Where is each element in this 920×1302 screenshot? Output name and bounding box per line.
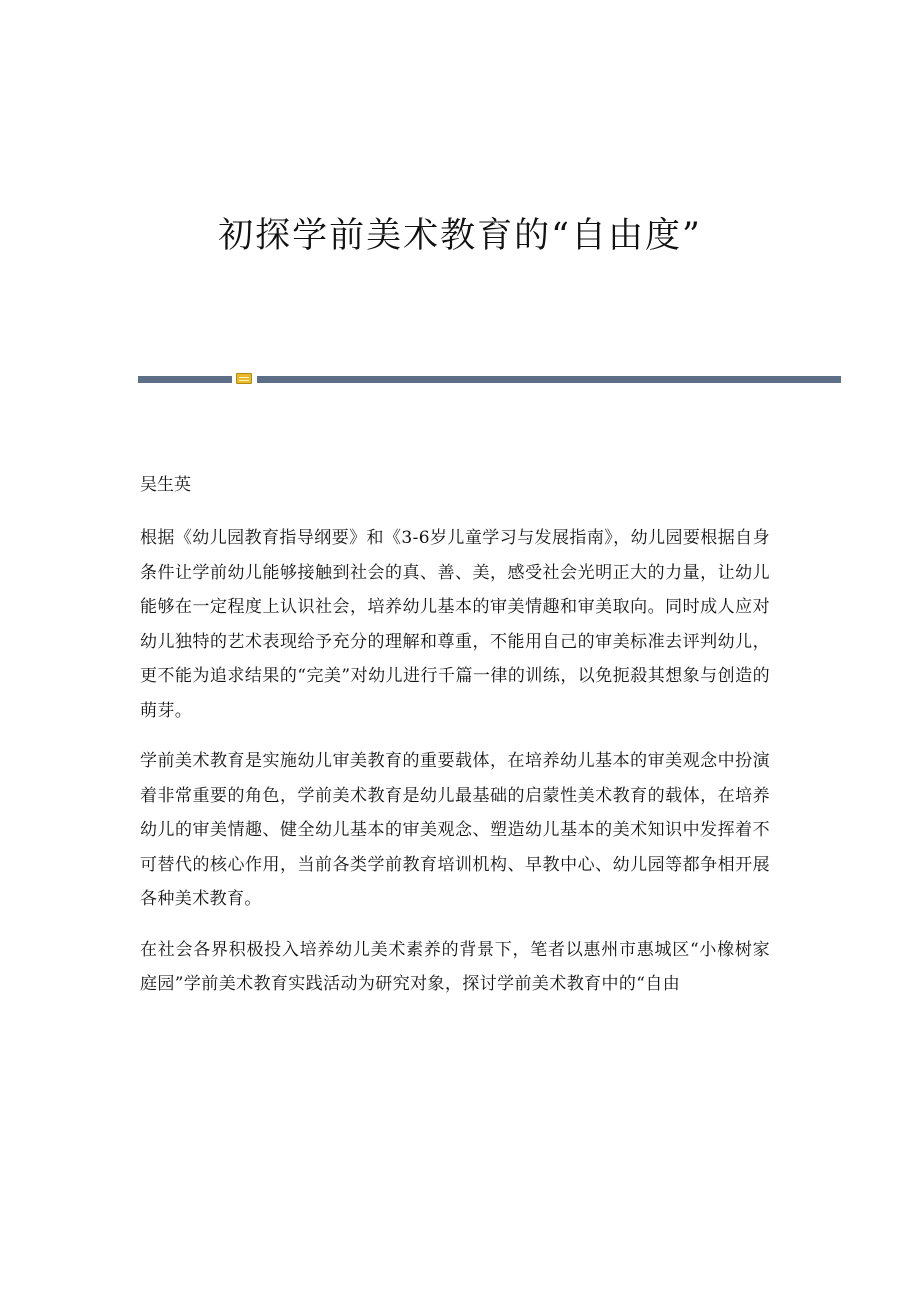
title-divider bbox=[138, 372, 841, 386]
divider-bar-left bbox=[138, 376, 232, 383]
divider-ornament-icon bbox=[236, 373, 252, 384]
paragraph-3: 在社会各界积极投入培养幼儿美术素养的背景下，笔者以惠州市惠城区“小橡树家庭园”学前美术教育实践活动为研究对象，探讨学前美术教育中的“自由 bbox=[140, 939, 770, 994]
paragraph-1: 根据《幼儿园教育指导纲要》和《3-6岁儿童学习与发展指南》，幼儿园要根据自身条件让学前幼儿能够接触到社会的真、善、美，感受社会光明正大的力量，让幼儿能够在一定程度上认识社会，培养幼儿基本的审美情趣和审美取向。同时成人应对幼儿独特的艺术表现给予充分的理解和尊重，不能用自己的审美标准去评判幼儿，更不能为追求结果的“完美”对幼儿进行千篇一律的训练，以免扼殺其想象与创造的萌芽。 bbox=[140, 528, 770, 721]
divider-bar-right bbox=[257, 376, 841, 383]
paragraph-2: 学前美术教育是实施幼儿审美教育的重要载体，在培养幼儿基本的审美观念中扮演着非常重要的角色，学前美术教育是幼儿最基础的启蒙性美术教育的载体，在培养幼儿的审美情趣、健全幼儿基本的审美观念、塑造幼儿基本的美术知识中发挥着不可替代的核心作用，当前各类学前教育培训机构、早教中心、幼儿园等都争相开展各种美术教育。 bbox=[140, 751, 770, 909]
author-name: 吴生英 bbox=[140, 475, 191, 495]
article-body bbox=[140, 521, 770, 1018]
document-title: 初探学前美术教育的“自由度” bbox=[218, 216, 702, 256]
